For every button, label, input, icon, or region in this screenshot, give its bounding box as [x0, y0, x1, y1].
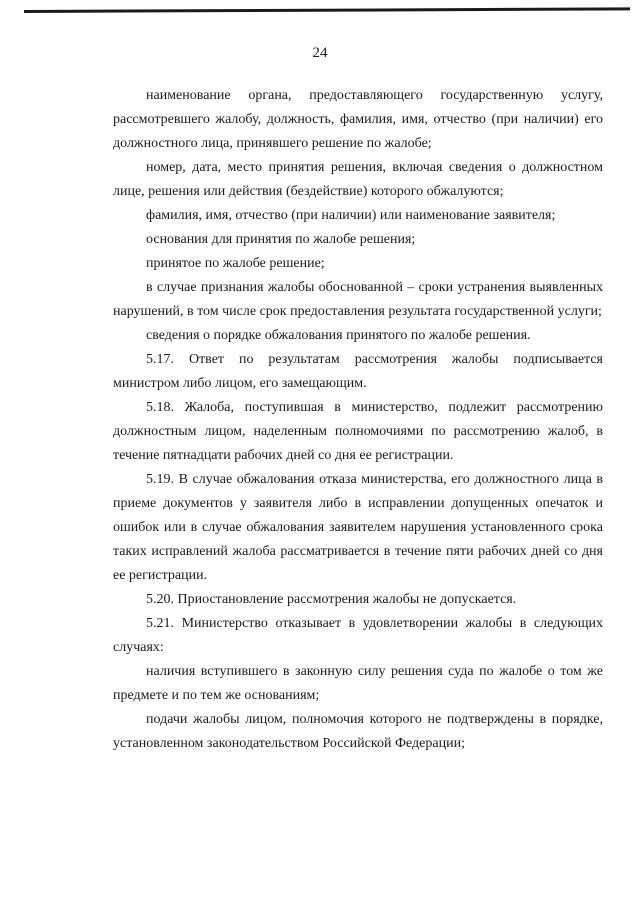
paragraph-applicant-name: фамилия, имя, отчество (при наличии) или наименование заявителя; [146, 208, 556, 223]
paragraph-court-decision: наличия вступившего в законную силу решения суда по жалобе о том же предмете и по тем же основаниям; [113, 664, 603, 703]
paragraph-unconfirmed-authority: подачи жалобы лицом, полномочия которого не подтверждены в порядке, установленном законодательством Российской Федерации; [113, 712, 603, 751]
paragraph-decision-grounds: основания для принятия по жалобе решения; [146, 232, 416, 247]
paragraph-decision-details: номер, дата, место принятия решения, включая сведения о должностном лице, решения или действия (бездействие) которого обжалуются; [113, 160, 603, 199]
paragraph-remedy-terms: в случае признания жалобы обоснованной – сроки устранения выявленных нарушений, в том числе срок предоставления результата государственной услуги; [113, 280, 603, 319]
page-number: 24 [312, 45, 328, 61]
document-body [113, 84, 603, 756]
paragraph-5-19: 5.19. В случае обжалования отказа министерства, его должностного лица в приеме документов у заявителя либо в исправлении допущенных опечаток и ошибок или в случае обжалования заявителем нарушения установленного срока таких исправлений жалоба рассматривается в течение пяти рабочих дней со дня ее регистрации. [113, 472, 603, 583]
paragraph-decision-made: принятое по жалобе решение; [146, 256, 325, 271]
paragraph-5-21: 5.21. Министерство отказывает в удовлетворении жалобы в следующих случаях: [113, 616, 603, 655]
header-rule [24, 7, 630, 13]
paragraph-5-17: 5.17. Ответ по результатам рассмотрения жалобы подписывается министром либо лицом, его замещающим. [113, 352, 603, 391]
paragraph-appeal-procedure: сведения о порядке обжалования принятого по жалобе решения. [146, 328, 531, 343]
paragraph-authority-name: наименование органа, предоставляющего государственную услугу, рассмотревшего жалобу, должность, фамилия, имя, отчество (при наличии) его должностного лица, принявшего решение по жалобе; [113, 88, 603, 151]
paragraph-5-20: 5.20. Приостановление рассмотрения жалобы не допускается. [146, 592, 517, 607]
paragraph-5-18: 5.18. Жалоба, поступившая в министерство, подлежит рассмотрению должностным лицом, наделенным полномочиями по рассмотрению жалоб, в течение пятнадцати рабочих дней со дня ее регистрации. [113, 400, 603, 463]
